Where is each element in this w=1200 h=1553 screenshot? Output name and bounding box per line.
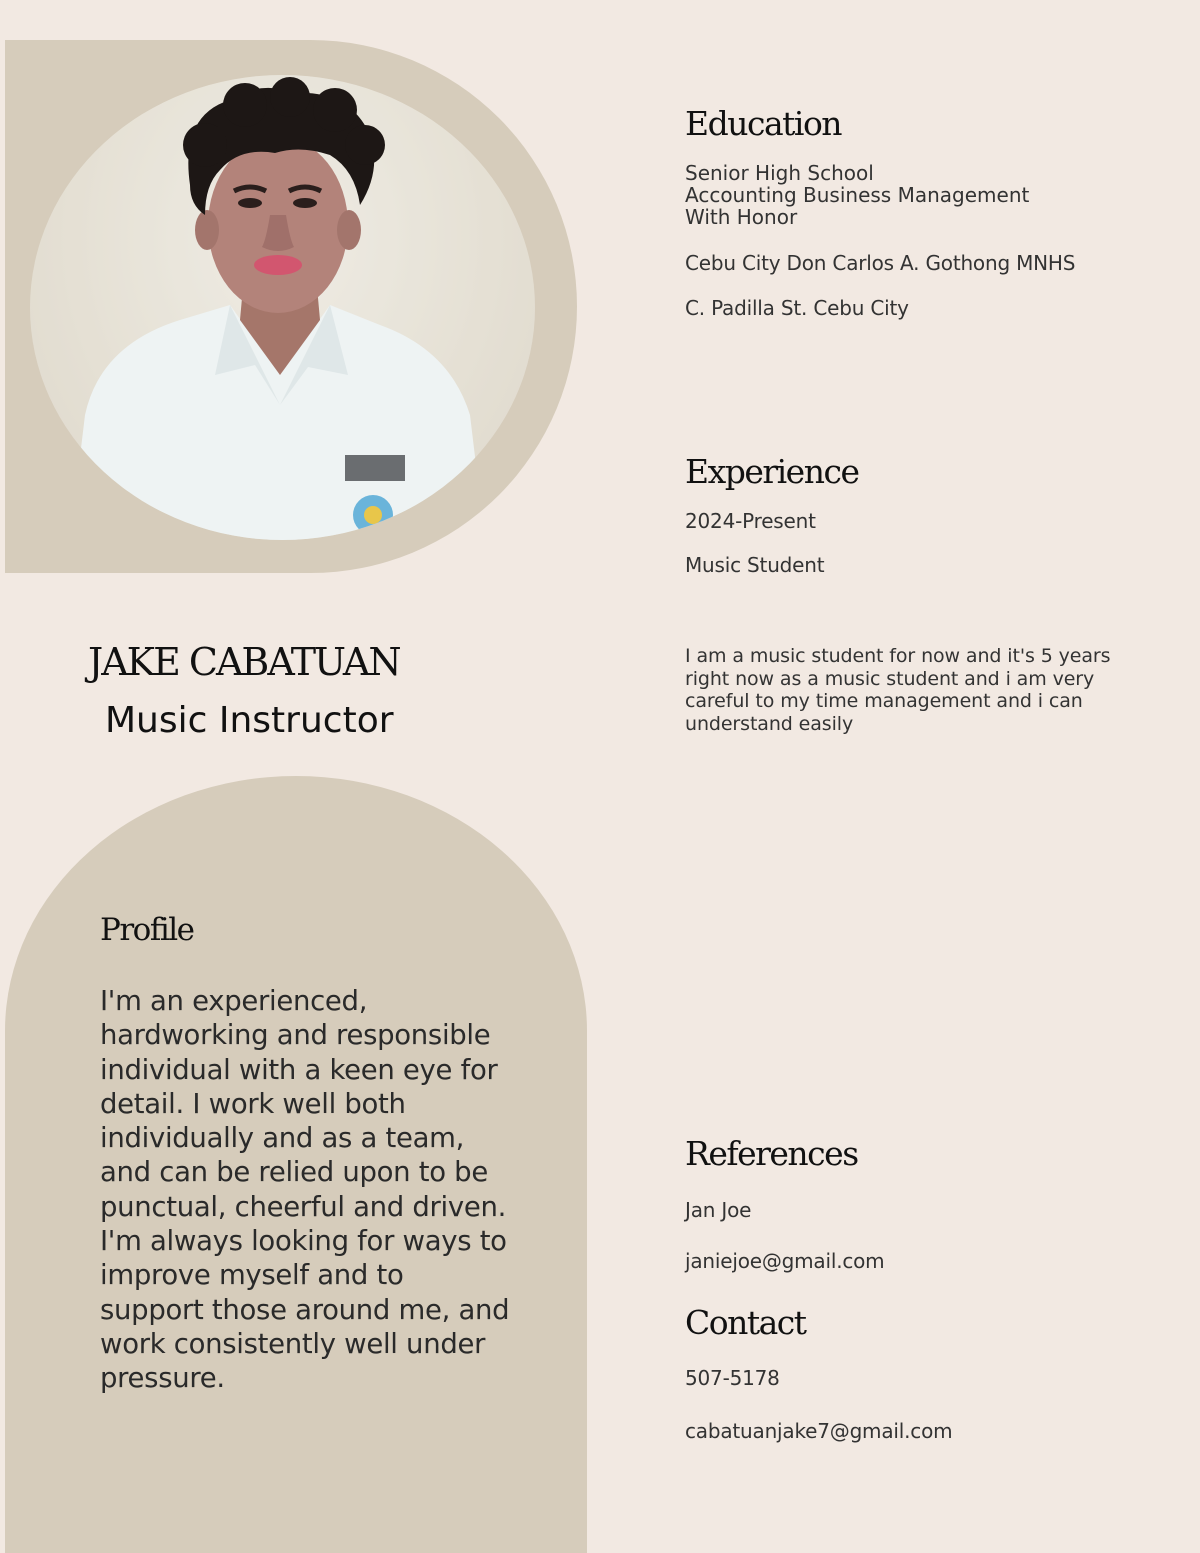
- experience-position: Music Student: [685, 553, 825, 577]
- experience-period: 2024-Present: [685, 509, 816, 533]
- experience-heading: Experience: [685, 452, 859, 491]
- references-heading: References: [685, 1134, 858, 1173]
- contact-phone[interactable]: 507-5178: [685, 1366, 780, 1390]
- candidate-name: JAKE CABATUAN: [88, 640, 400, 684]
- profile-text: I'm an experienced, hardworking and responsible individual with a keen eye for detail. I work well both individually and as a team, and can be relied upon to be punctual, cheerful and driven. I'm always looking for ways to improve myself and to support those around me, and work consistently well under pressure.: [100, 985, 510, 1395]
- education-details: [685, 162, 1029, 228]
- education-strand: Accounting Business Management: [685, 183, 1030, 207]
- contact-heading: Contact: [685, 1303, 806, 1342]
- education-school: Cebu City Don Carlos A. Gothong MNHS: [685, 251, 1076, 275]
- profile-photo: [30, 75, 535, 540]
- candidate-role: Music Instructor: [105, 700, 394, 741]
- reference-name: Jan Joe: [685, 1198, 752, 1222]
- education-level: Senior High School: [685, 161, 874, 185]
- experience-description: I am a music student for now and it's 5 years right now as a music student and i am very careful to my time management and i can understand easily: [685, 645, 1111, 735]
- education-heading: Education: [685, 104, 842, 143]
- profile-heading: Profile: [100, 912, 194, 948]
- contact-email[interactable]: cabatuanjake7@gmail.com: [685, 1419, 953, 1443]
- education-honor: With Honor: [685, 205, 798, 229]
- education-address: C. Padilla St. Cebu City: [685, 296, 909, 320]
- reference-email[interactable]: janiejoe@gmail.com: [685, 1249, 885, 1273]
